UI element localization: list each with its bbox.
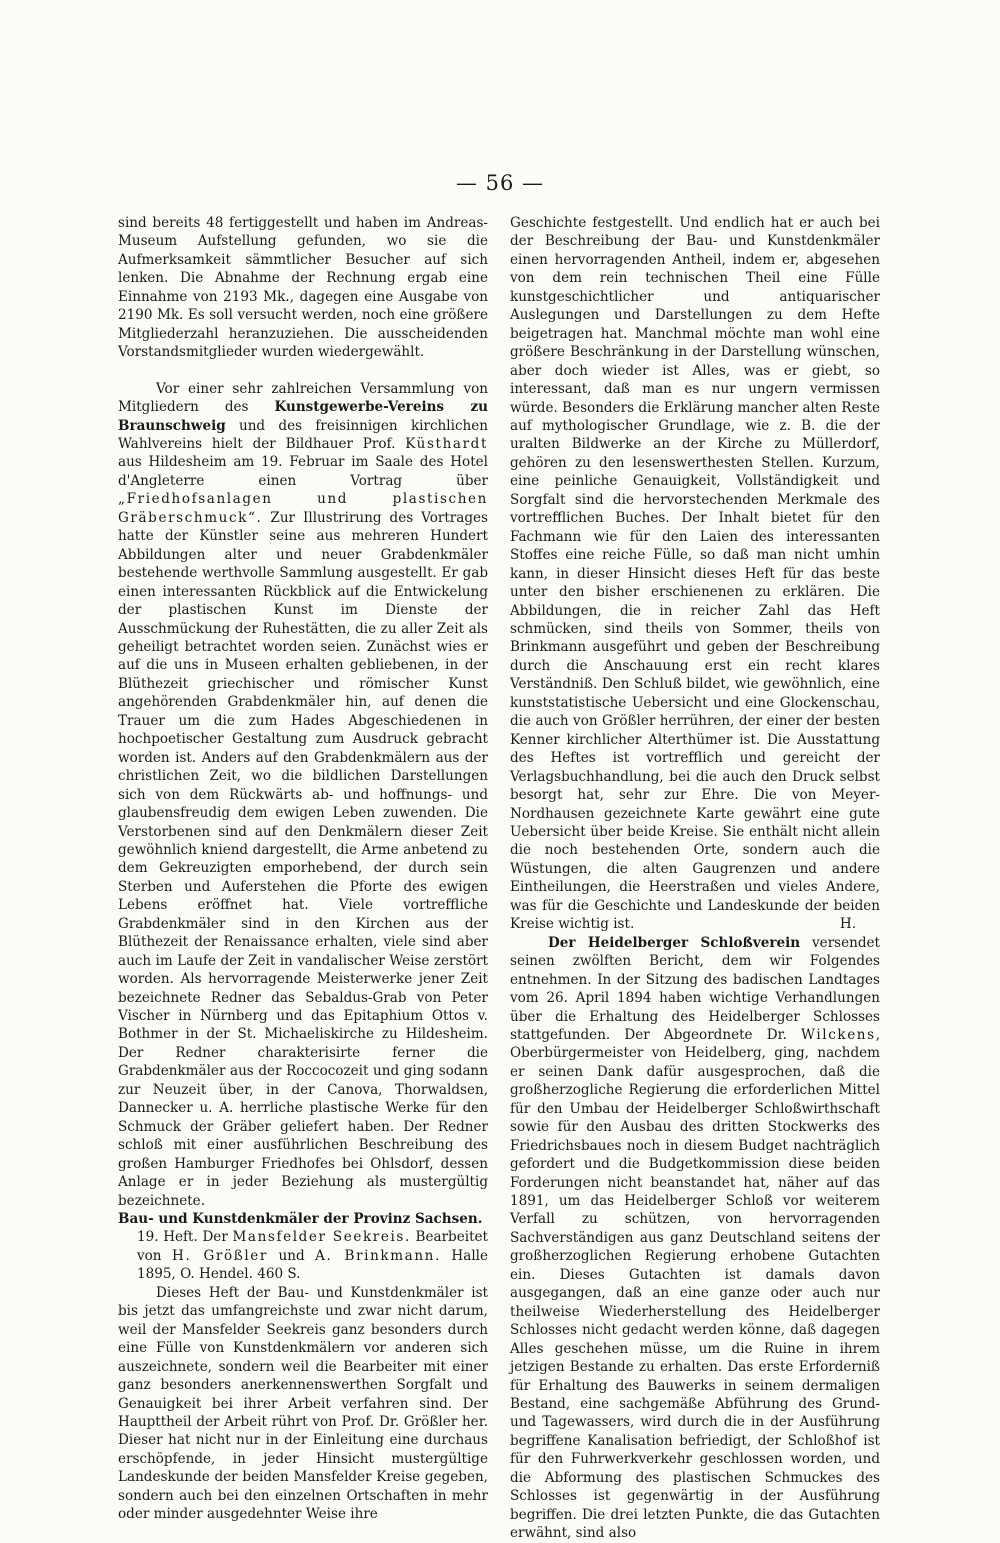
bibliography-title: Bau- und Kunstdenkmäler der Provinz Sachsen. — [118, 1211, 483, 1228]
lecture-title: „Friedhofsanlagen und plastischen Gräberschmuck“. — [118, 491, 488, 526]
bibliography-entry: Bau- und Kunstdenkmäler der Provinz Sachsen. 19. Heft. Der Mansfelder Seekreis. Bearbeitet von H. Größler und A. Brinkmann. Halle 1895, O. Hendel. 460 S. — [118, 1211, 488, 1283]
page-number: — 56 — — [455, 171, 545, 195]
left-column — [118, 214, 488, 1524]
author-signature: H. — [839, 916, 856, 933]
schlossverein-name: Der Heidelberger Schloßverein — [548, 934, 801, 951]
paragraph-braunschweig-lecture: Vor einer sehr zahlreichen Versammlung von Mitgliedern des Kunstgewerbe-Vereins zu Braunschweig und des freisinnigen kirchlichen Wahlvereins hielt der Bildhauer Prof. Küsthardt aus Hildesheim am 19. Februar im Saale des Hotel d'Angleterre einen Vortrag über „Friedhofsanlagen und plastischen Gräberschmuck“. Zur Illustrirung des Vortrages hatte der Künstler seine aus mehreren Hundert Abbildungen alter und neuer Grabdenkmäler bestehende werthvolle Sammlung ausgestellt. Er gab einen interessanten Rückblick auf die Entwickelung der plastischen Kunst im Dienste der Ausschmückung der Ruhestätten, die zu aller Zeit als geheiligt betrachtet worden seien. Zunächst wies er auf die uns in Museen erhalten gebliebenen, in der Blüthezeit griechischer und römischer Kunst angehörenden Grabdenkmäler hin, auf denen die Trauer um die zum Hades Abgeschiedenen in hochpoetischer Gestaltung zum Ausdruck gebracht worden ist. Anders auf den Grabdenkmälern aus der christlichen Zeit, wo die bildlichen Darstellungen sich von dem Rückwärts ab- und hoffnungs- und glaubensfreudig dem ewigen Leben zuwenden. Die Verstorbenen sind auf den Denkmälern dieser Zeit gewöhnlich kniend dargestellt, die Arme anbetend zu dem Gekreuzigten emporhebend, der durch sein Sterben und Auferstehen die Pforte des ewigen Lebens eröffnet hat. Viele vortreffliche Grabdenkmäler sind in den Kirchen aus der Blüthezeit der Renaissance erhalten, viele sind aber auch im Laufe der Zeit in vandalischer Weise zerstört worden. Als hervorragende Meisterwerke jener Zeit bezeichnete Redner das Sebaldus-Grab von Peter Vischer in Nürnberg und das Epitaphium Ottos v. Bothmer in der St. Michaeliskirche zu Hildesheim. Der Redner charakterisirte ferner die Grabdenkmäler aus der Roccocozeit und ging sodann zur Neuzeit über, in der Canova, Thorwaldsen, Dannecker u. A. herrliche plastische Werke für den Schmuck der Gräber geliefert haben. Der Redner schloß mit einer ausführlichen Beschreibung des großen Hamburger Friedhofes bei Ohlsdorf, dessen Anlage er in jeder Beziehung als mustergültig bezeichnete. — [118, 380, 488, 1209]
society-name: Kunstgewerbe-Vereins zu Braunschweig — [118, 399, 488, 434]
speaker-name: Küsthardt — [405, 435, 488, 452]
right-column — [510, 214, 880, 1543]
paragraph-andreas-museum: sind bereits 48 fertiggestellt und haben im Andreas-Museum Aufstellung gefunden, wo sie die Aufmerksamkeit sämmtlicher Besucher auf sich lenken. Die Abnahme der Rechnung ergab eine Einnahme von 2193 Mk., dagegen eine Ausgabe von 2190 Mk. Es soll versucht werden, noch eine größere Mitgliederzahl heranzuziehen. Die ausscheidenden Vorstandsmitglieder wurden wiedergewählt. — [118, 215, 488, 361]
paragraph-review-continued: Geschichte festgestellt. Und endlich hat er auch bei der Beschreibung der Bau- und Kunstdenkmäler einen hervorragenden Antheil, indem er, abgesehen von dem rein technischen Theil eine Fülle kunstgeschichtlicher und antiquarischer Auslegungen und Darstellungen zu dem Hefte beigetragen hat. Manchmal möchte man wohl eine größere Beschränkung in der Darstellung wünschen, aber doch wieder ist Alles, was er giebt, so interessant, daß man es nur ungern vermissen würde. Besonders die Erklärung mancher alten Reste auf mythologischer Grundlage, wie z. B. die der uralten Bildwerke an der Kirche zu Müllerdorf, gehören zu den lesenswerthesten Stellen. Kurzum, eine peinliche Genauigkeit, Vollständigkeit und Sorgfalt sind die hervorstechenden Merkmale des vortrefflichen Buches. Der Inhalt bietet für den Fachmann wie für den Laien des interessanten Stoffes eine reiche Fülle, so daß man nicht umhin kann, in dieser Hinsicht dieses Heft für das beste unter den bisher erschienenen zu erklären. Die Abbildungen, die in reicher Zahl das Heft schmücken, sind theils von Sommer, theils von Brinkmann ausgeführt und geben der Beschreibung durch die Anschauung erst ein recht klares Verständniß. Den Schluß bildet, wie gewöhnlich, eine kunststatistische Uebersicht und eine Glockenschau, die auch von Größler herrühren, der einer der besten Kenner kirchlicher Alterthümer ist. Die Ausstattung des Heftes ist vortrefflich und gereicht der Verlagsbuchhandlung, bei die auch den Druck selbst besorgt hat, sehr zur Ehre. Die von Meyer-Nordhausen gezeichnete Karte gewährt eine gute Uebersicht über beide Kreise. Sie enthält nicht allein die noch bestehenden Orte, sondern auch die Wüstungen, die alten Gaugrenzen und andere Eintheilungen, die Heerstraßen und vieles Andere, was für die Geschichte und Landeskunde der beiden Kreise wichtig ist. — [510, 215, 880, 933]
paragraph-heidelberg: Der Heidelberger Schloßverein versendet seinen zwölften Bericht, dem wir Folgendes entnehmen. In der Sitzung des badischen Landtages vom 26. April 1894 haben wichtige Verhandlungen über die Erhaltung des Heidelberger Schlosses stattgefunden. Der Abgeordnete Dr. Wilckens, Oberbürgermeister von Heidelberg, ging, nachdem er seinen Dank dafür ausgesprochen, daß die großherzogliche Regierung die erforderlichen Mittel für den Umbau der Heidelberger Schloßwirthschaft sowie für den Ausbau des dritten Stockwerks des Friedrichsbaues noch in diesem Budget nachträglich gefordert und die Budgetkommission diese beiden Forderungen nicht beanstandet hat, näher auf das 1891, um das Heidelberger Schloß vor weiterem Verfall zu schützen, von hervorragenden Sachverständigen aus ganz Deutschland seitens der großherzoglichen Regierung erhobene Gutachten ein. Dieses Gutachten ist damals davon ausgegangen, daß an eine ganze oder auch nur theilweise Wiederherstellung des Heidelberger Schlosses nicht gedacht werden könne, daß dagegen Alles geschehen müsse, um die Ruine in ihrem jetzigen Bestande zu erhalten. Das erste Erforderniß für Erhaltung des Bauwerks in seinem dermaligen Bestand, eine sachgemäße Abführung des Grund- und Tagewassers, wird durch die in der Ausführung begriffene Kanalisation befriedigt, der Schloßhof ist für den Fuhrwerkverkehr geschlossen worden, und die Abformung des plastischen Schmuckes des Schlosses ist gegenwärtig in der Ausführung begriffen. Die drei letzten Punkte, die das Gutachten erwähnt, sind also — [510, 934, 880, 1542]
paragraph-review: Dieses Heft der Bau- und Kunstdenkmäler ist bis jetzt das umfangreichste und zwar nicht darum, weil der Mansfelder Seekreis ganz besonders durch eine Fülle von Kunstdenkmälern vor anderen sich auszeichnete, sondern weil die Bearbeiter mit einer ganz besonders anerkennenswerthen Sorgfalt und Genauigkeit bei ihrer Arbeit verfahren sind. Der Haupttheil der Arbeit rührt von Prof. Dr. Größler her. Dieser hat nicht nur in der Einleitung eine durchaus erschöpfende, in jeder Hinsicht mustergültige Landeskunde der beiden Mansfelder Kreise gegeben, sondern auch bei den einzelnen Ortschaften in mehr oder minder ausgedehnter Weise ihre — [118, 1284, 488, 1523]
